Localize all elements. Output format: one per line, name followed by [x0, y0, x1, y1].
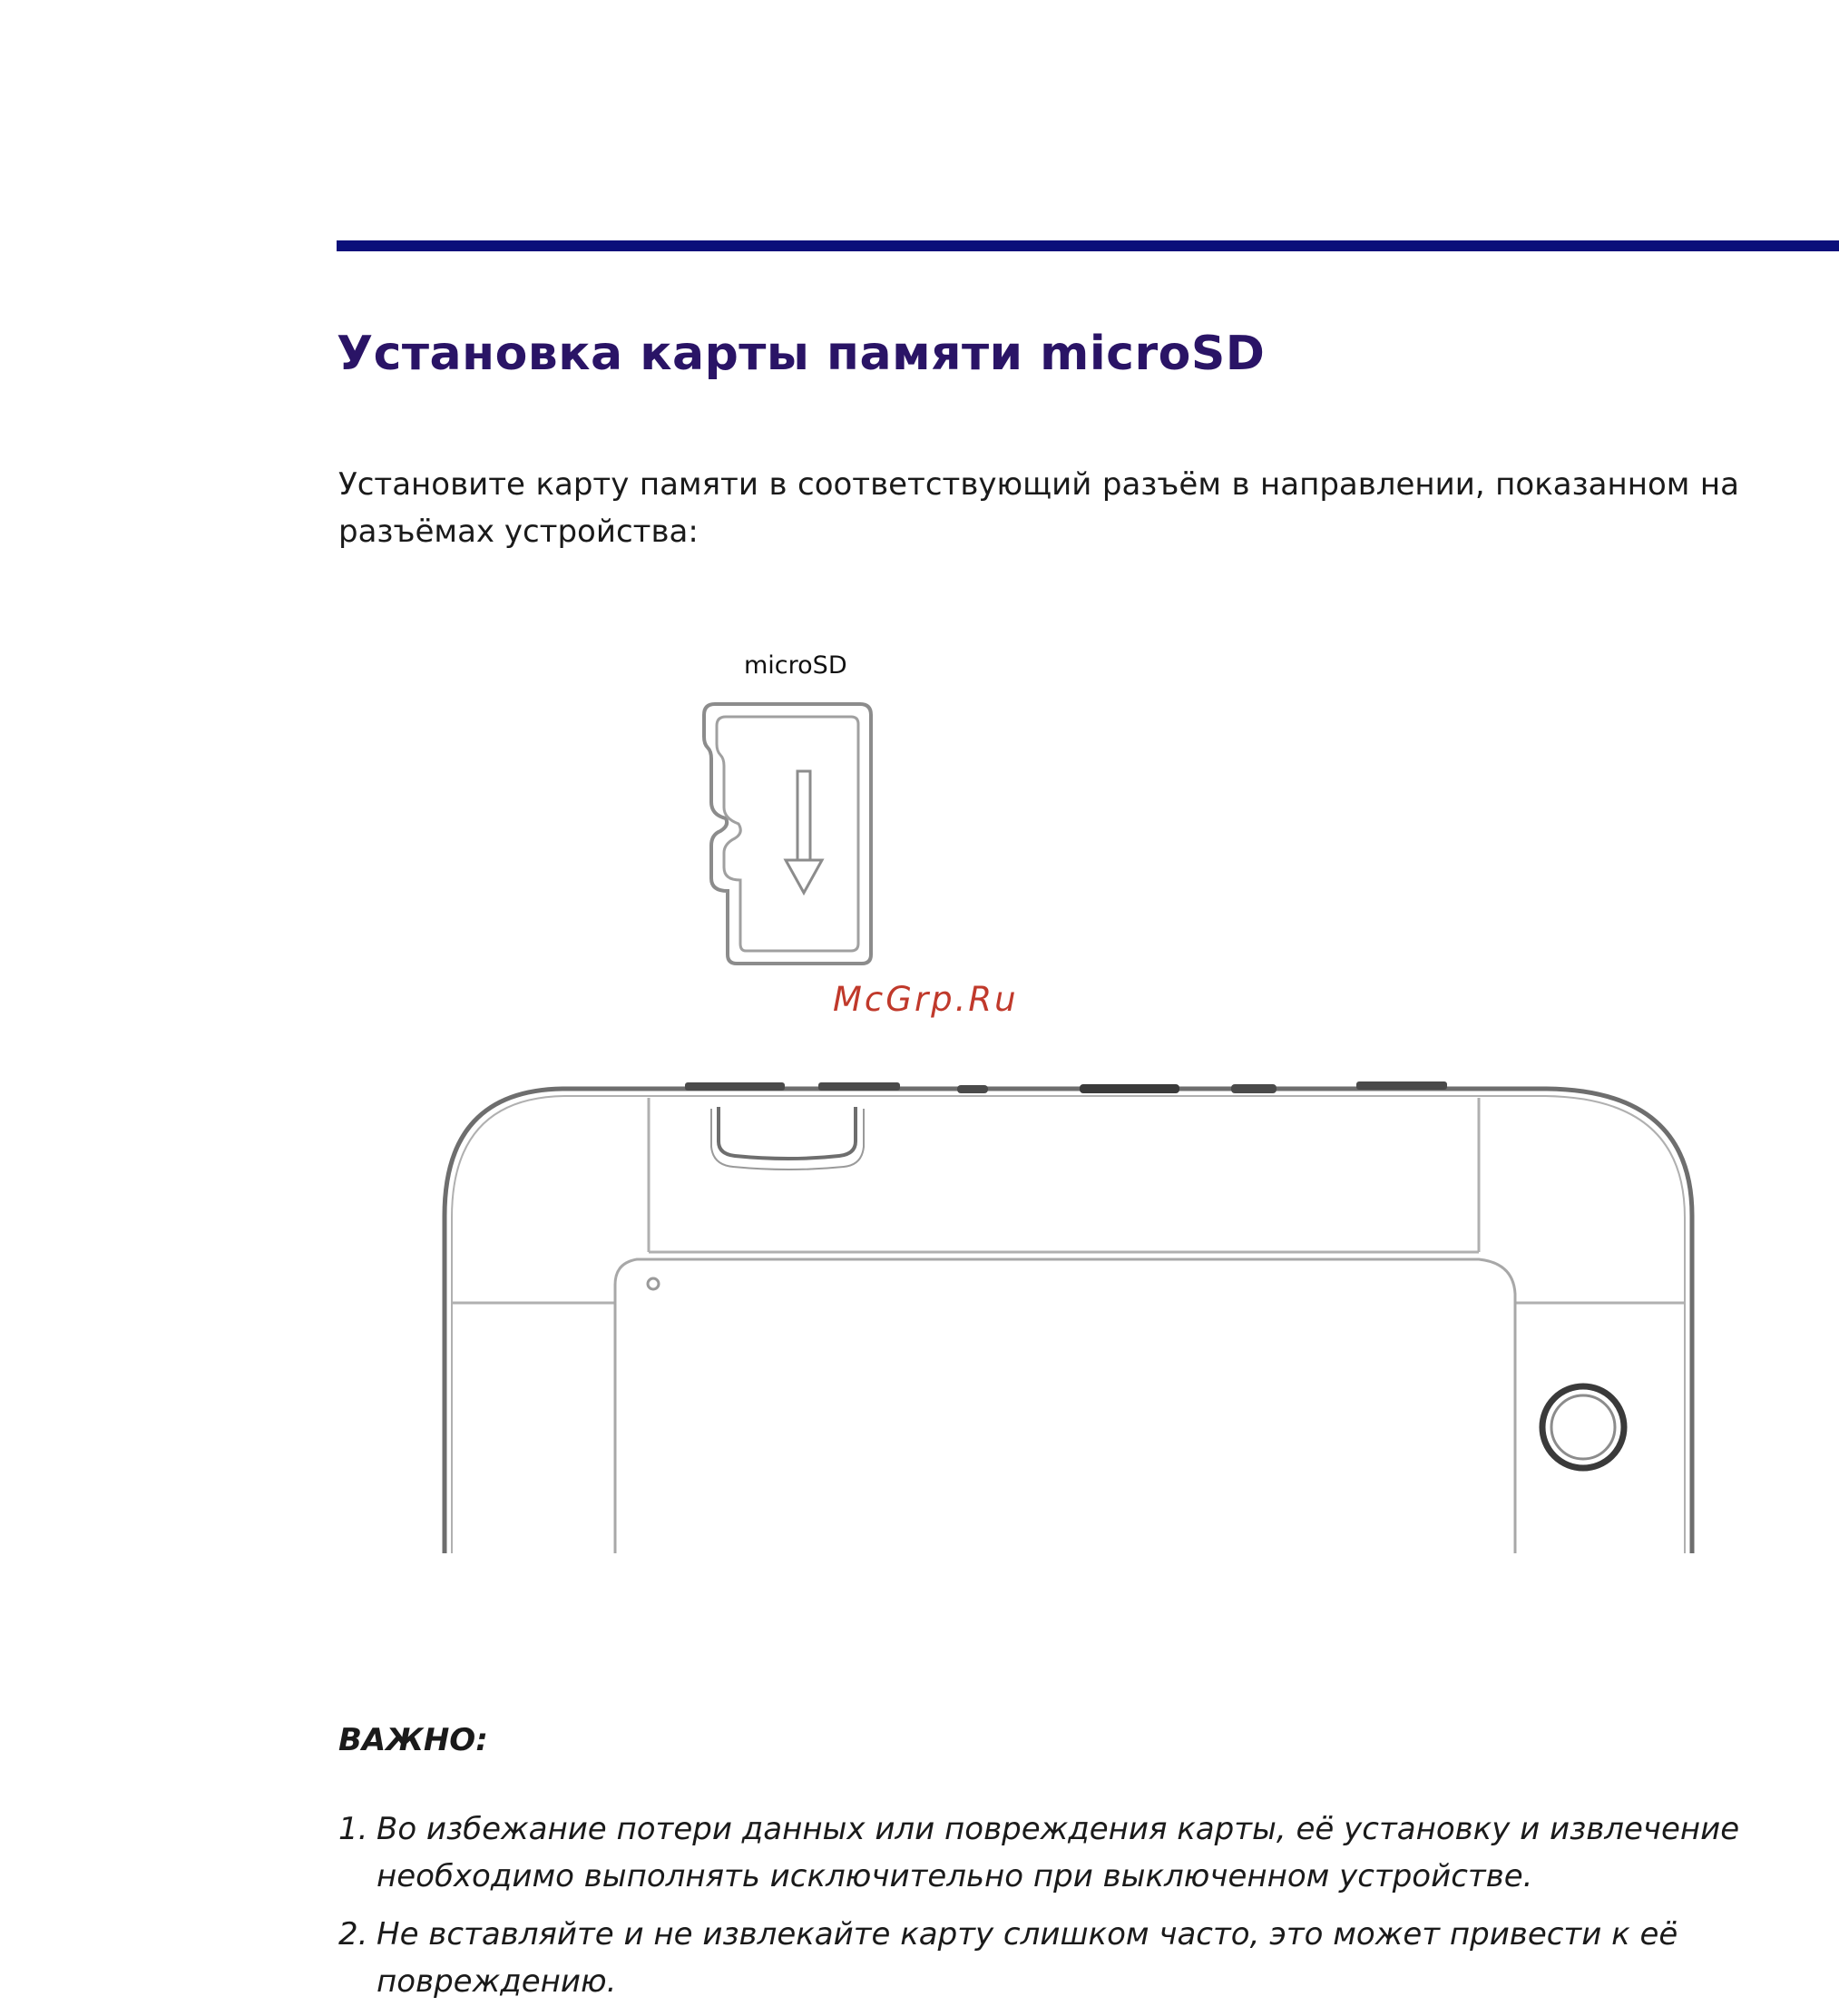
device-top-illustration [435, 1071, 1706, 1561]
list-item-number: 1. [338, 1811, 368, 1847]
list-item-number: 2. [338, 1916, 368, 1952]
microsd-slot [711, 1107, 864, 1169]
intro-paragraph: Установите карту памяти в соответствующий разъём в направлении, показанном на разъёмах устройства: [338, 466, 1739, 550]
important-heading: ВАЖНО: [338, 1722, 488, 1758]
device-screen-panel [615, 1259, 1515, 1553]
microsd-card-inner-outline [717, 717, 858, 951]
list-item-text: Во избежание потери данных или повреждения карты, её установку и извлечение необходимо выполнять исключительно при выключенном устройстве. [377, 1811, 1740, 1894]
watermark: McGrp.Ru [833, 980, 1019, 1019]
camera-icon [1542, 1386, 1624, 1468]
device-outer-inner-line [452, 1096, 1685, 1553]
list-item [338, 1911, 1790, 2005]
microsd-card-label: microSD [744, 651, 847, 680]
list-item [338, 1806, 1790, 1900]
list-item-text: Не вставляйте и не извлекайте карту слишком часто, это может привести к её повреждению. [377, 1916, 1678, 2000]
page-title: Установка карты памяти microSD [337, 327, 1266, 381]
microsd-card-illustration [699, 699, 880, 971]
sensor-dot [648, 1278, 659, 1289]
header-rule [337, 240, 1839, 251]
microsd-card-outline [704, 704, 871, 964]
device-outer-outline [445, 1089, 1692, 1553]
important-notes-list [338, 1806, 1790, 2016]
arrow-down-icon [786, 771, 822, 893]
